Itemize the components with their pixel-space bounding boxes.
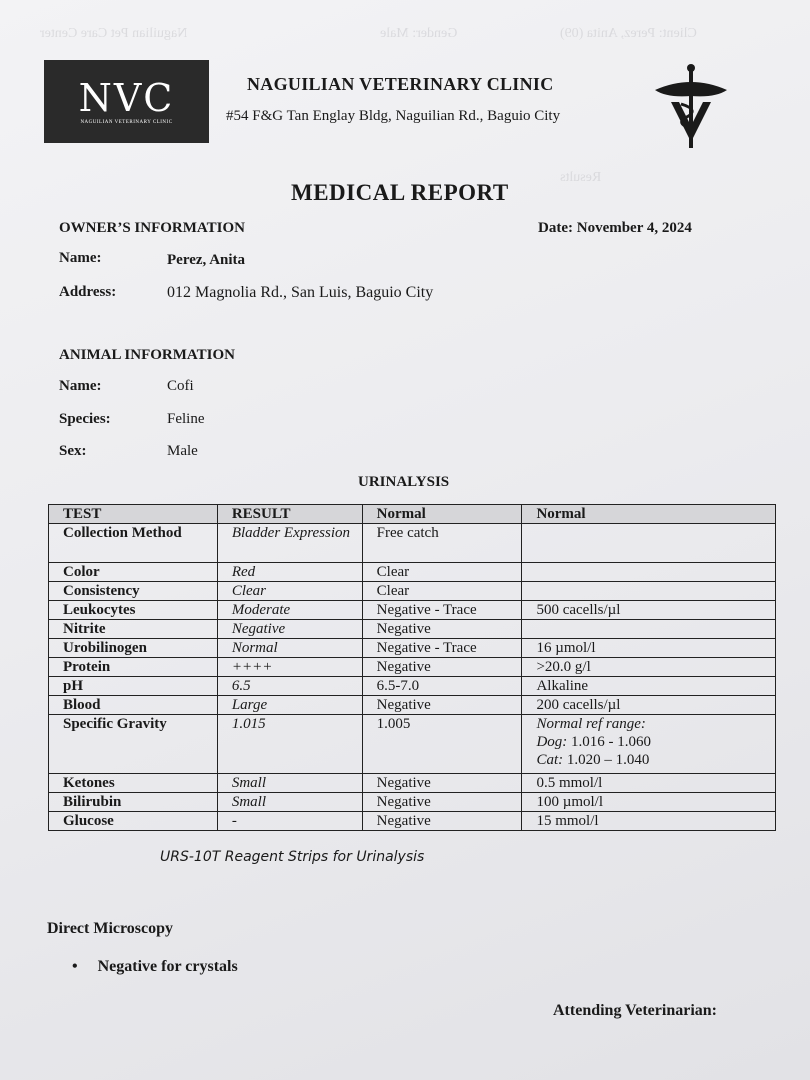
sg-dog-label: Dog: xyxy=(536,734,568,750)
microscopy-finding-item xyxy=(72,958,238,976)
animal-species: Feline xyxy=(167,411,205,427)
microscopy-heading: Direct Microscopy xyxy=(47,920,174,937)
animal-sex: Male xyxy=(167,443,198,459)
test-name: Ketones xyxy=(49,774,218,793)
test-result: Negative xyxy=(217,620,362,639)
microscopy-finding: Negative for crystals xyxy=(97,958,238,975)
owner-info-heading: OWNER’S INFORMATION xyxy=(59,220,245,236)
owner-address-label: Address: xyxy=(59,284,117,300)
animal-sex-label: Sex: xyxy=(59,443,87,459)
sg-dog-value: 1.016 - 1.060 xyxy=(571,734,652,750)
test-result: ++++ xyxy=(217,658,362,677)
test-name: Nitrite xyxy=(49,620,218,639)
normal-reference: 100 µmol/l xyxy=(522,793,776,812)
table-row xyxy=(49,715,776,774)
report-date: Date: November 4, 2024 xyxy=(538,220,692,236)
clinic-address: #54 F&G Tan Englay Bldg, Naguilian Rd., Baguio City xyxy=(226,108,561,124)
bleed-through-text: Results xyxy=(560,170,602,185)
table-row xyxy=(49,601,776,620)
bleed-through-text: Naguilian Pet Care Center xyxy=(40,26,188,41)
test-result: Clear xyxy=(217,582,362,601)
normal-reference: 200 cacells/µl xyxy=(522,696,776,715)
table-row xyxy=(49,812,776,831)
sg-ref-title: Normal ref range: xyxy=(536,716,646,732)
normal-value: 6.5-7.0 xyxy=(362,677,522,696)
table-row xyxy=(49,639,776,658)
clinic-name: NAGUILIAN VETERINARY CLINIC xyxy=(247,74,554,94)
column-header: TEST xyxy=(49,505,218,524)
normal-reference xyxy=(522,620,776,639)
normal-reference: 16 µmol/l xyxy=(522,639,776,658)
animal-info-heading: ANIMAL INFORMATION xyxy=(59,347,235,363)
normal-value: Negative xyxy=(362,774,522,793)
sg-cat-label: Cat: xyxy=(536,752,564,768)
test-name: Specific Gravity xyxy=(49,715,218,774)
animal-species-label: Species: xyxy=(59,411,111,427)
test-result: Small xyxy=(217,774,362,793)
table-row xyxy=(49,793,776,812)
normal-reference: Alkaline xyxy=(522,677,776,696)
test-result: 6.5 xyxy=(217,677,362,696)
normal-reference xyxy=(522,582,776,601)
logo-subtext: NAGUILIAN VETERINARY CLINIC xyxy=(80,119,173,125)
test-name: pH xyxy=(49,677,218,696)
test-result: Red xyxy=(217,563,362,582)
test-name: Collection Method xyxy=(49,524,218,563)
test-name: Leukocytes xyxy=(49,601,218,620)
logo-mark: NVC xyxy=(78,75,175,120)
normal-value: Negative xyxy=(362,696,522,715)
bullet-icon: • xyxy=(72,958,78,975)
table-row xyxy=(49,677,776,696)
owner-name: Perez, Anita xyxy=(167,252,246,268)
test-name: Consistency xyxy=(49,582,218,601)
test-result: 1.015 xyxy=(217,715,362,774)
urinalysis-title: URINALYSIS xyxy=(358,474,450,490)
normal-value: Negative xyxy=(362,793,522,812)
test-name: Urobilinogen xyxy=(49,639,218,658)
normal-value: Negative xyxy=(362,812,522,831)
table-row xyxy=(49,658,776,677)
normal-value: Negative - Trace xyxy=(362,601,522,620)
test-result: - xyxy=(217,812,362,831)
test-name: Bilirubin xyxy=(49,793,218,812)
test-result: Large xyxy=(217,696,362,715)
table-row xyxy=(49,696,776,715)
normal-value: Clear xyxy=(362,582,522,601)
test-result: Normal xyxy=(217,639,362,658)
owner-name-label: Name: xyxy=(59,250,102,266)
veterinary-caduceus-icon xyxy=(645,60,737,152)
test-result: Bladder Expression xyxy=(217,524,362,563)
table-row xyxy=(49,582,776,601)
table-header-row xyxy=(49,505,776,524)
table-row xyxy=(49,524,776,563)
sg-cat-value: 1.020 – 1.040 xyxy=(566,752,650,768)
animal-name-label: Name: xyxy=(59,378,102,394)
clinic-logo xyxy=(44,60,209,143)
table-row xyxy=(49,774,776,793)
normal-reference xyxy=(522,563,776,582)
test-name: Glucose xyxy=(49,812,218,831)
sg-cat-range xyxy=(536,751,775,769)
test-result: Moderate xyxy=(217,601,362,620)
test-name: Protein xyxy=(49,658,218,677)
normal-value: Negative - Trace xyxy=(362,639,522,658)
normal-value: Negative xyxy=(362,658,522,677)
normal-value: Free catch xyxy=(362,524,522,563)
animal-name: Cofi xyxy=(167,378,194,394)
test-result: Small xyxy=(217,793,362,812)
test-name: Blood xyxy=(49,696,218,715)
owner-address: 012 Magnolia Rd., San Luis, Baguio City xyxy=(167,284,434,301)
table-row xyxy=(49,620,776,639)
urinalysis-table xyxy=(48,504,776,831)
column-header: Normal xyxy=(522,505,776,524)
test-name: Color xyxy=(49,563,218,582)
bleed-through-text: Gender: Male xyxy=(380,26,458,41)
normal-reference xyxy=(522,524,776,563)
sg-dog-range xyxy=(536,733,775,751)
bleed-through-text: Client: Perez, Anita (09) xyxy=(560,26,697,41)
normal-value: Negative xyxy=(362,620,522,639)
column-header: Normal xyxy=(362,505,522,524)
normal-reference: >20.0 g/l xyxy=(522,658,776,677)
report-title: MEDICAL REPORT xyxy=(291,180,509,205)
normal-reference: 500 cacells/µl xyxy=(522,601,776,620)
normal-value: 1.005 xyxy=(362,715,522,774)
specific-gravity-reference xyxy=(522,715,776,774)
attending-veterinarian-label: Attending Veterinarian: xyxy=(553,1002,717,1019)
column-header: RESULT xyxy=(217,505,362,524)
normal-value: Clear xyxy=(362,563,522,582)
table-row xyxy=(49,563,776,582)
reagent-strip-note: URS-10T Reagent Strips for Urinalysis xyxy=(160,849,425,865)
normal-reference: 15 mmol/l xyxy=(522,812,776,831)
normal-reference: 0.5 mmol/l xyxy=(522,774,776,793)
